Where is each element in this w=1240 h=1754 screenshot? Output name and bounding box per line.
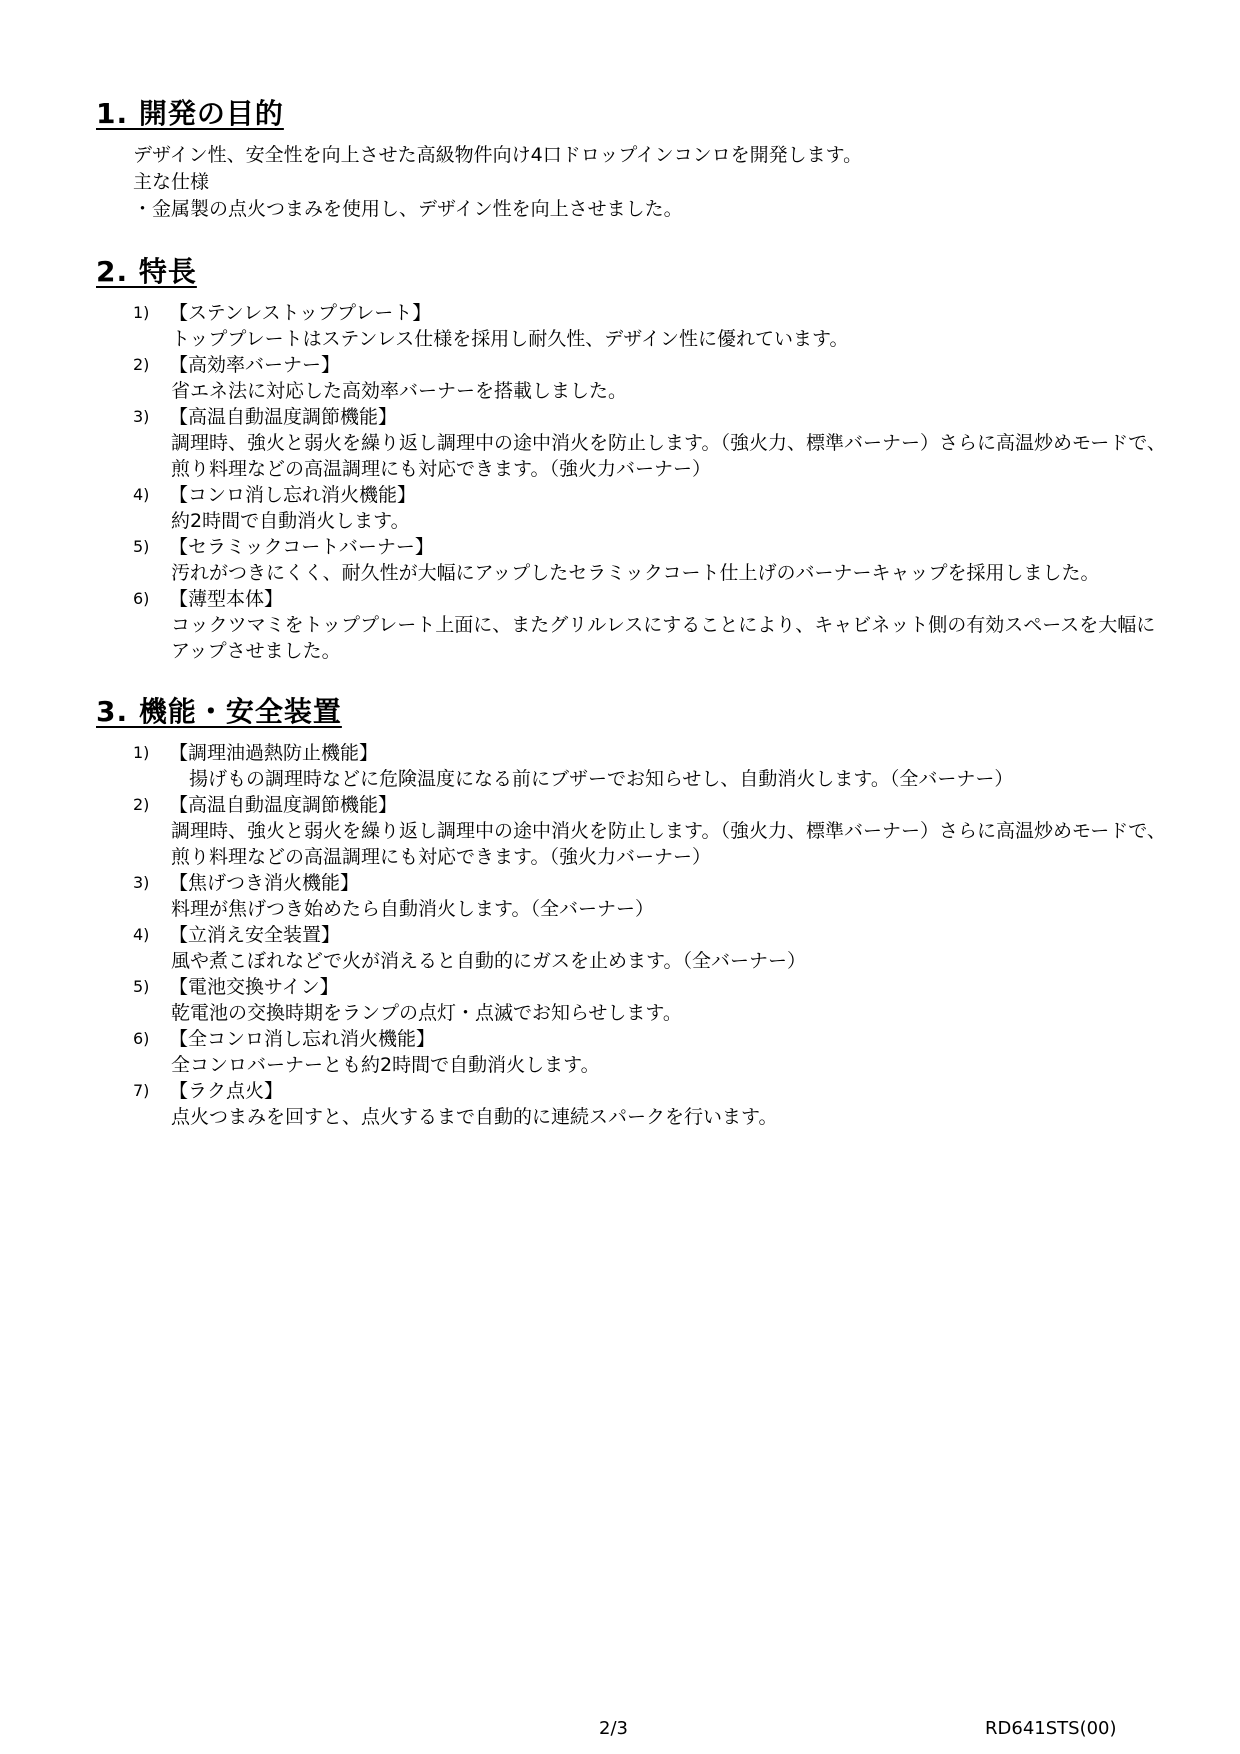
- section-1-body: [133, 142, 1133, 223]
- item-number: 4): [133, 485, 150, 504]
- item-description: 全コンロバーナーとも約2時間で自動消火します。: [171, 1054, 600, 1076]
- list-item: [133, 922, 1173, 974]
- item-number: 4): [133, 925, 150, 944]
- item-description: 調理時、強火と弱火を繰り返し調理中の途中消火を防止します。（強火力、標準バーナー）さらに高温炒めモードで、煎り料理などの高温調理にも対応できます。（強火力バーナー）: [171, 820, 1166, 868]
- item-description: 揚げもの調理時などに危険温度になる前にブザーでお知らせし、自動消火します。（全バーナー）: [189, 768, 1014, 790]
- list-item: [133, 404, 1173, 482]
- list-item: [133, 740, 1173, 792]
- list-item: [133, 870, 1173, 922]
- list-item: [133, 974, 1173, 1026]
- list-item: [133, 1078, 1173, 1130]
- item-title: 【全コンロ消し忘れ消火機能】: [169, 1028, 436, 1050]
- item-description: トッププレートはステンレス仕様を採用し耐久性、デザイン性に優れています。: [171, 328, 849, 350]
- list-item: [133, 1026, 1173, 1078]
- section-1-line: 主な仕様: [133, 171, 210, 193]
- section-3-list: [133, 740, 1173, 1130]
- item-number: 6): [133, 589, 150, 608]
- item-title: 【高温自動温度調節機能】: [169, 406, 398, 428]
- item-description: 料理が焦げつき始めたら自動消火します。（全バーナー）: [171, 898, 654, 920]
- document-code: RD641STS(00): [985, 1718, 1117, 1739]
- item-description: 乾電池の交換時期をランプの点灯・点滅でお知らせします。: [171, 1002, 682, 1024]
- list-item: [133, 586, 1173, 664]
- section-1-title: 1. 開発の目的: [96, 97, 284, 130]
- item-title: 【焦げつき消火機能】: [169, 872, 360, 894]
- item-number: 7): [133, 1081, 150, 1100]
- section-2-list: [133, 300, 1173, 664]
- section-1-line: デザイン性、安全性を向上させた高級物件向け4口ドロップインコンロを開発します。: [133, 144, 863, 166]
- item-title: 【高効率バーナー】: [169, 354, 341, 376]
- item-description: 約2時間で自動消火します。: [171, 510, 410, 532]
- item-title: 【コンロ消し忘れ消火機能】: [169, 484, 417, 506]
- page-number: 2/3: [599, 1718, 628, 1739]
- item-number: 2): [133, 355, 150, 374]
- item-title: 【セラミックコートバーナー】: [169, 536, 434, 558]
- list-item: [133, 534, 1173, 586]
- section-1-line: ・金属製の点火つまみを使用し、デザイン性を向上させました。: [133, 198, 683, 220]
- list-item: [133, 792, 1173, 870]
- section-2-title: 2. 特長: [96, 255, 197, 288]
- item-title: 【電池交換サイン】: [169, 976, 339, 998]
- item-title: 【立消え安全装置】: [169, 924, 341, 946]
- item-title: 【ステンレストッププレート】: [169, 302, 432, 324]
- list-item: [133, 482, 1173, 534]
- item-number: 1): [133, 743, 150, 762]
- item-number: 5): [133, 537, 150, 556]
- item-description: 調理時、強火と弱火を繰り返し調理中の途中消火を防止します。（強火力、標準バーナー）さらに高温炒めモードで、煎り料理などの高温調理にも対応できます。（強火力バーナー）: [171, 432, 1166, 480]
- list-item: [133, 300, 1173, 352]
- item-title: 【薄型本体】: [169, 588, 284, 610]
- item-title: 【高温自動温度調節機能】: [169, 794, 398, 816]
- item-description: 風や煮こぼれなどで火が消えると自動的にガスを止めます。（全バーナー）: [171, 950, 806, 972]
- item-description: 汚れがつきにくく、耐久性が大幅にアップしたセラミックコート仕上げのバーナーキャップを採用しました。: [171, 562, 1100, 584]
- item-description: コックツマミをトッププレート上面に、またグリルレスにすることにより、キャビネット側の有効スペースを大幅にアップさせました。: [171, 614, 1156, 662]
- item-number: 3): [133, 407, 150, 426]
- item-number: 5): [133, 977, 150, 996]
- list-item: [133, 352, 1173, 404]
- item-description: 省エネ法に対応した高効率バーナーを搭載しました。: [171, 380, 628, 402]
- item-description: 点火つまみを回すと、点火するまで自動的に連続スパークを行います。: [171, 1106, 778, 1128]
- item-title: 【ラク点火】: [169, 1080, 284, 1102]
- item-number: 3): [133, 873, 150, 892]
- item-number: 2): [133, 795, 150, 814]
- item-number: 1): [133, 303, 150, 322]
- item-number: 6): [133, 1029, 150, 1048]
- section-3-title: 3. 機能・安全装置: [96, 695, 342, 728]
- item-title: 【調理油過熱防止機能】: [169, 742, 379, 764]
